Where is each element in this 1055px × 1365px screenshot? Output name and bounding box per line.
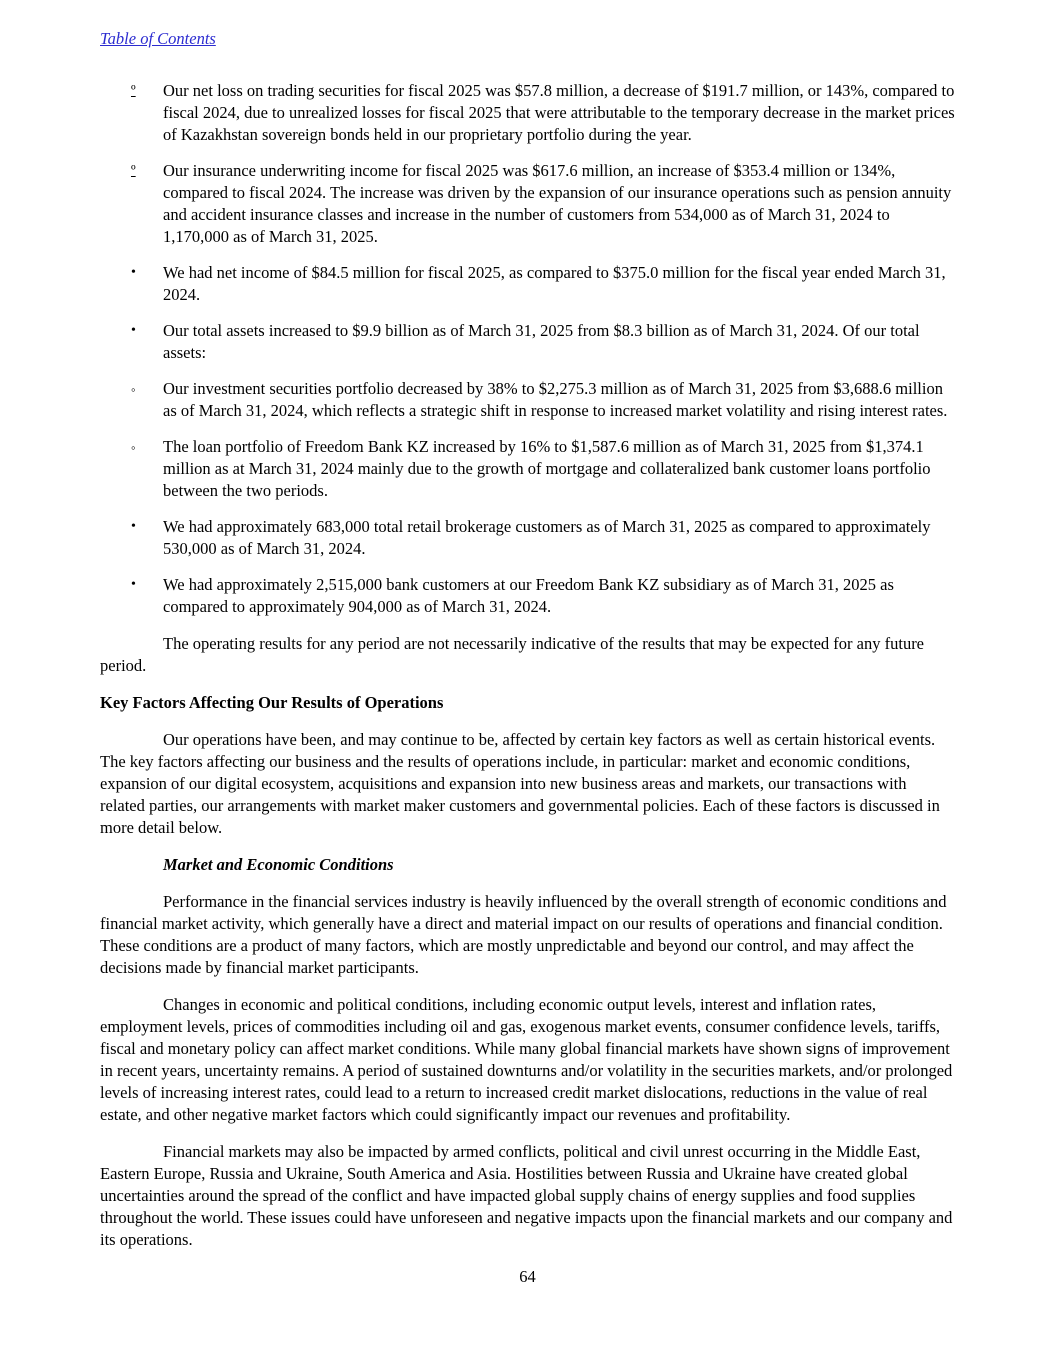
bullet-text: We had net income of $84.5 million for fiscal 2025, as compared to $375.0 million for the fiscal year ended March 31, 2024.: [163, 263, 946, 304]
section-heading-key-factors: Key Factors Affecting Our Results of Operations: [100, 693, 444, 712]
table-of-contents-link[interactable]: Table of Contents: [100, 29, 216, 48]
bullet-item-total-assets: [100, 320, 955, 364]
bullet-text: Our investment securities portfolio decreased by 38% to $2,275.3 million as of March 31, 2025 from $3,688.6 million as of March 31, 2024, which reflects a strategic shift in response to increased market volatility and rising interest rates.: [163, 379, 948, 420]
paragraph-performance: Performance in the financial services industry is heavily influenced by the overall strength of economic conditions and financial market activity, which generally have a direct and material impact on our results of operations and financial condition. These conditions are a product of many factors, which are mostly unpredictable and beyond our control, and may affect the decisions made by financial market participants.: [100, 892, 947, 977]
paragraph-our-operations: Our operations have been, and may continue to be, affected by certain key factors as well as certain historical events. The key factors affecting our business and the results of operations include, in particular: market and economic conditions, expansion of our digital ecosystem, acquisitions and expansion into new business areas and markets, our transactions with related parties, our arrangements with market maker customers and governmental policies. Each of these factors is discussed in more detail below.: [100, 730, 940, 837]
bullet-item-net-income: [100, 262, 955, 306]
bullet-item-loan-portfolio: [100, 436, 955, 502]
bullet-text: We had approximately 683,000 total retail brokerage customers as of March 31, 2025 as compared to approximately 530,000 as of March 31, 2024.: [163, 517, 931, 558]
bullet-item-investment-securities: [100, 378, 955, 422]
bullet-item-bank-customers: [100, 574, 955, 618]
paragraph-financial-markets-conflicts: Financial markets may also be impacted by armed conflicts, political and civil unrest occurring in the Middle East, Eastern Europe, Russia and Ukraine, South America and Asia. Hostilities between Russia and Ukraine have created global uncertainties around the spread of the conflict and have impacted global supply chains of energy supplies and food supplies throughout the world. These issues could have unforeseen and negative impacts upon the financial markets and our company and its operations.: [100, 1142, 953, 1249]
bullet-text: Our insurance underwriting income for fiscal 2025 was $617.6 million, an increase of $353.4 million or 134%, compared to fiscal 2024. The increase was driven by the expansion of our insurance operations such as pension annuity and accident insurance classes and increase in the number of customers from 534,000 as of March 31, 2024 to 1,170,000 as of March 31, 2025.: [163, 161, 952, 246]
bullet-text: Our net loss on trading securities for fiscal 2025 was $57.8 million, a decrease of $191.7 million, or 143%, compared to fiscal 2024, due to unrealized losses for fiscal 2025 that were attributable to the temporary decrease in the market prices of Kazakhstan sovereign bonds held in our proprietary portfolio during the year.: [163, 81, 955, 144]
bullet-text: We had approximately 2,515,000 bank customers at our Freedom Bank KZ subsidiary as of March 31, 2025 as compared to approximately 904,000 as of March 31, 2024.: [163, 575, 894, 616]
disc-bullet-icon: •: [131, 577, 136, 592]
disc-bullet-icon: •: [131, 519, 136, 534]
bullet-text: The loan portfolio of Freedom Bank KZ increased by 16% to $1,587.6 million as of March 31, 2025 from $1,374.1 million as at March 31, 2024 mainly due to the growth of mortgage and collateralized bank customer loans portfolio between the two periods.: [163, 437, 931, 500]
circle-bullet-icon: ◦: [131, 382, 136, 397]
bullet-item-net-loss-trading: [100, 80, 955, 146]
disc-bullet-icon: •: [131, 265, 136, 280]
paragraph-changes-in-conditions: Changes in economic and political conditions, including economic output levels, interest and inflation rates, employment levels, prices of commodities including oil and gas, exogenous market events, consumer confidence levels, tariffs, fiscal and monetary policy can affect market conditions. While many global financial markets have shown signs of improvement in recent years, uncertainty remains. A period of sustained downturns and/or volatility in the securities markets, and/or prolonged levels of increasing interest rates, could lead to a return to increased credit market dislocations, reductions in the value of real estate, and other negative market factors which could significantly impact our revenues and profitability.: [100, 995, 953, 1124]
paragraph-operating-results: The operating results for any period are not necessarily indicative of the results that may be expected for any future period.: [100, 634, 925, 675]
subsection-heading-market-and-economic-conditions: Market and Economic Conditions: [163, 855, 394, 874]
disc-bullet-icon: •: [131, 323, 136, 338]
bullet-item-brokerage-customers: [100, 516, 955, 560]
bullet-text: Our total assets increased to $9.9 billion as of March 31, 2025 from $8.3 billion as of March 31, 2024. Of our total assets:: [163, 321, 920, 362]
circle-bullet-icon: ◦: [131, 440, 136, 455]
highlights-bullet-list: [100, 80, 955, 618]
page-number: 64: [519, 1267, 536, 1286]
ordinal-bullet-icon: º: [131, 83, 136, 99]
ordinal-bullet-icon: º: [131, 163, 136, 179]
bullet-item-insurance-underwriting: [100, 160, 955, 248]
